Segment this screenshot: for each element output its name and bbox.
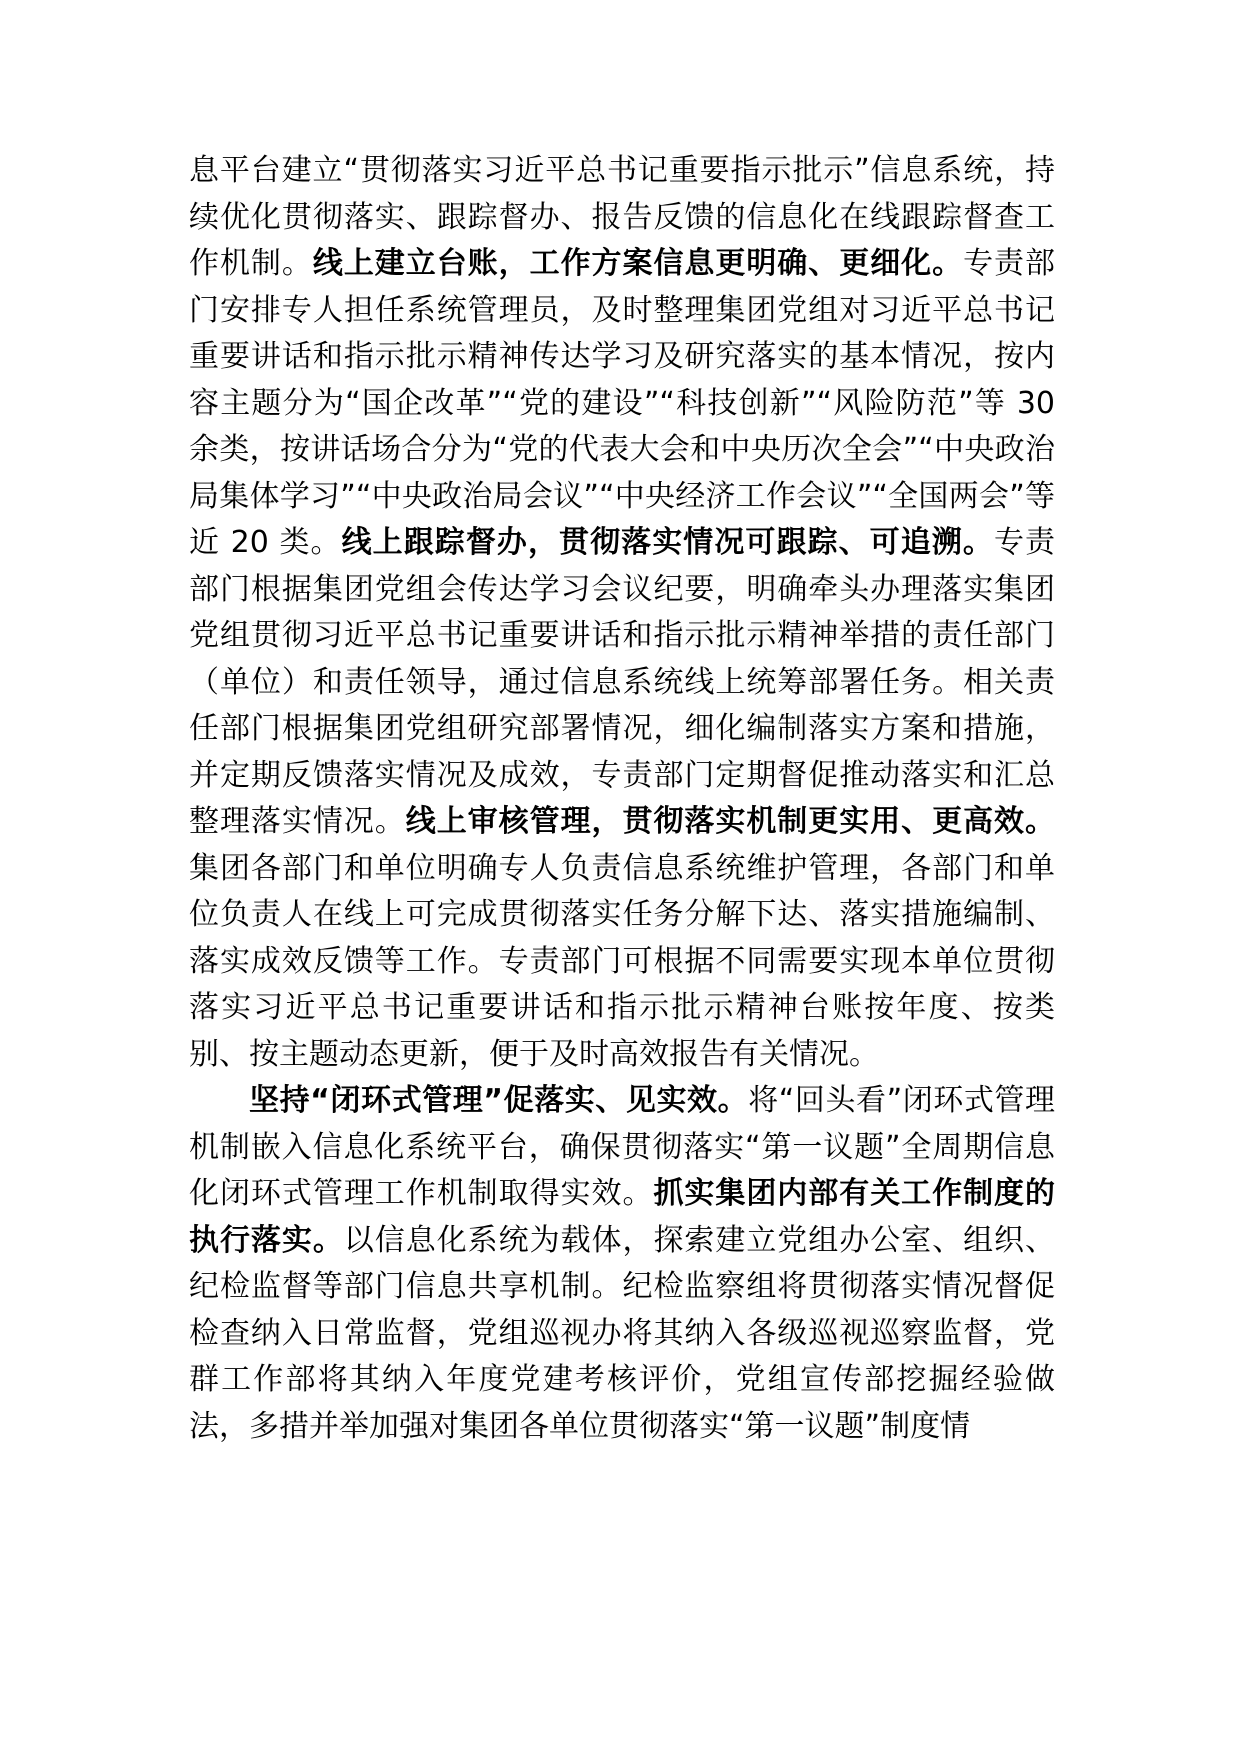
- document-page: [189, 148, 1055, 1450]
- bold-heading-online-review: 线上审核管理，贯彻落实机制更实用、更高效。: [405, 804, 1056, 839]
- paragraph-text: 集团各部门和单位明确专人负责信息系统维护管理，各部门和单位负责人在线上可完成贯彻落实任务分解下达、落实措施编制、落实成效反馈等工作。专责部门可根据不同需要实现本单位贯彻落实习近平总书记重要讲话和指示批示精神台账按年度、按类别、按主题动态更新，便于及时高效报告有关情况。: [189, 850, 1055, 1072]
- bold-heading-online-tracking: 线上跟踪督办，贯彻落实情况可跟踪、可追溯。: [341, 525, 994, 560]
- bold-heading-internal-system: 抓实集团内部有关工作制度的执行落实。: [189, 1176, 1056, 1258]
- paragraph-text: 专责部门安排专人担任系统管理员，及时整理集团党组对习近平总书记重要讲话和指示批示精神传达学习及研究落实的基本情况，按内容主题分为“国企改革”“党的建设”“科技创新”“风险防范”等 30 余类，按讲话场合分为“党的代表大会和中央历次全会”“中央政治局集体学习”“中央政治局会议”“中央经济工作会议”“全国两会”等近 20 类。: [189, 246, 1056, 560]
- paragraph-1: [189, 148, 1055, 1078]
- paragraph-2: [189, 1078, 1055, 1450]
- paragraph-text: 以信息化系统为载体，探索建立党组办公室、组织、纪检监督等部门信息共享机制。纪检监察组将贯彻落实情况督促检查纳入日常监督，党组巡视办将其纳入各级巡视巡察监督，党群工作部将其纳入年度党建考核评价，党组宣传部挖掘经验做法，多措并举加强对集团各单位贯彻落实“第一议题”制度情: [189, 1222, 1056, 1444]
- bold-heading-online-ledger: 线上建立台账，工作方案信息更明确、更细化。: [312, 246, 964, 281]
- paragraph-text: 将“回头看”闭环式管理机制嵌入信息化系统平台，确保贯彻落实“第一议题”全周期信息化闭环式管理工作机制取得实效。: [189, 1083, 1056, 1211]
- paragraph-text: 专责部门根据集团党组会传达学习会议纪要，明确牵头办理落实集团党组贯彻习近平总书记重要讲话和指示批示精神举措的责任部门（单位）和责任领导，通过信息系统线上统筹部署任务。相关责任部门根据集团党组研究部署情况，细化编制落实方案和措施，并定期反馈落实情况及成效，专责部门定期督促推动落实和汇总整理落实情况。: [189, 525, 1056, 839]
- paragraph-text: 息平台建立“贯彻落实习近平总书记重要指示批示”信息系统，持续优化贯彻落实、跟踪督办、报告反馈的信息化在线跟踪督查工作机制。: [189, 153, 1055, 281]
- bold-heading-closed-loop: 坚持“闭环式管理”促落实、见实效。: [249, 1083, 749, 1118]
